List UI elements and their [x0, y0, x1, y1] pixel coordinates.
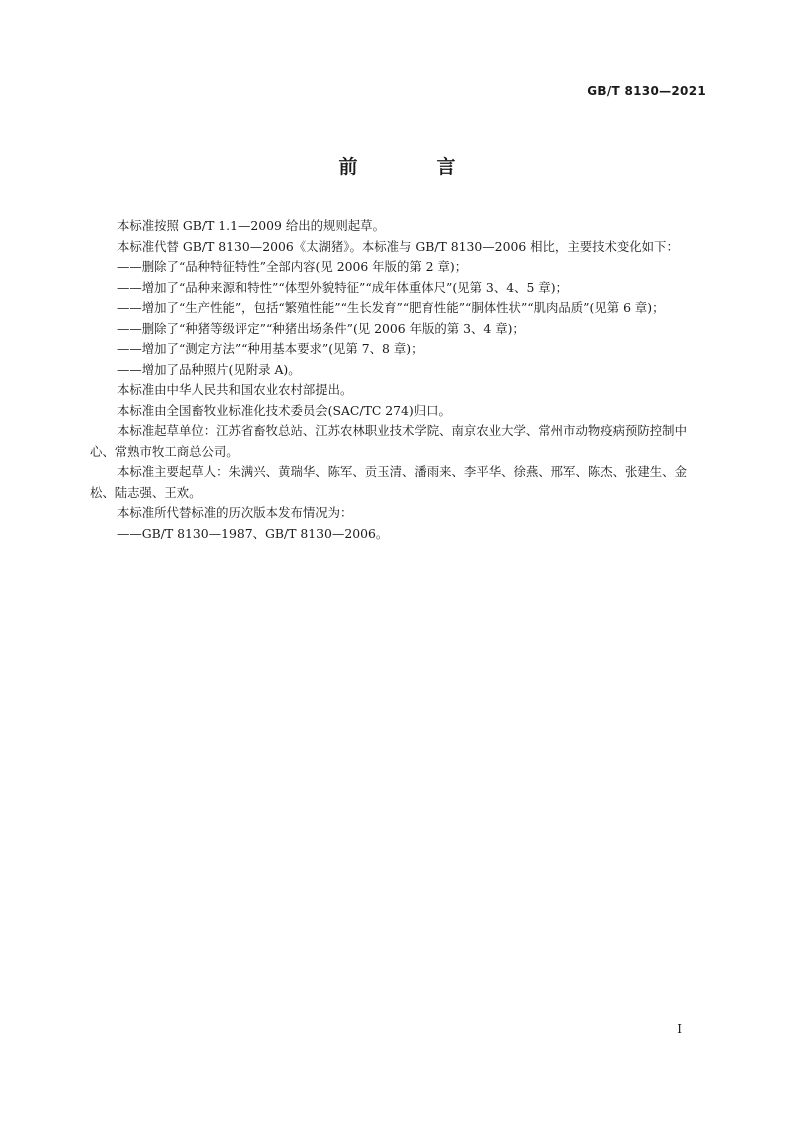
page-title: 前 言 — [338, 156, 486, 178]
paragraph: 本标准所代替标准的历次版本发布情况为： — [117, 505, 353, 520]
paragraph: 本标准起草单位：江苏省畜牧总站、江苏农林职业技术学院、南京农业大学、常州市动物疫病预防控制中心、常熟市牧工商总公司。 — [90, 423, 687, 459]
list-item: ——删除了“品种特征特性”全部内容(见 2006 年版的第 2 章)； — [117, 259, 468, 274]
document-body — [90, 216, 706, 544]
list-item: ——增加了品种照片(见附录 A)。 — [117, 361, 301, 377]
list-item: ——增加了“品种来源和特性”“体型外貌特征”“成年体重体尺”(见第 3、4、5 章)； — [117, 279, 568, 295]
page-number: I — [677, 1022, 682, 1036]
paragraph: 本标准主要起草人：朱满兴、黄瑞华、陈军、贡玉清、潘雨来、李平华、徐燕、邢军、陈杰、张建生、金松、陆志强、王欢。 — [90, 464, 687, 500]
list-item: ——删除了“种猪等级评定”“种猪出场条件”(见 2006 年版的第 3、4 章)； — [117, 320, 525, 336]
list-item: ——GB/T 8130—1987、GB/T 8130—2006。 — [117, 525, 389, 541]
paragraph: 本标准由中华人民共和国农业农村部提出。 — [117, 382, 353, 397]
paragraph: 本标准代替 GB/T 8130—2006《太湖猪》。本标准与 GB/T 8130—2006 相比，主要技术变化如下： — [117, 238, 679, 254]
standard-code: GB/T 8130—2021 — [587, 84, 706, 98]
paragraph: 本标准按照 GB/T 1.1—2009 给出的规则起草。 — [117, 218, 385, 233]
list-item: ——增加了“测定方法”“种用基本要求”(见第 7、8 章)； — [117, 341, 424, 356]
list-item: ——增加了“生产性能”，包括“繁殖性能”“生长发育”“肥育性能”“胴体性状”“肌肉品质”(见第 6 章)； — [117, 300, 665, 315]
paragraph: 本标准由全国畜牧业标准化技术委员会(SAC/TC 274)归口。 — [117, 402, 451, 418]
